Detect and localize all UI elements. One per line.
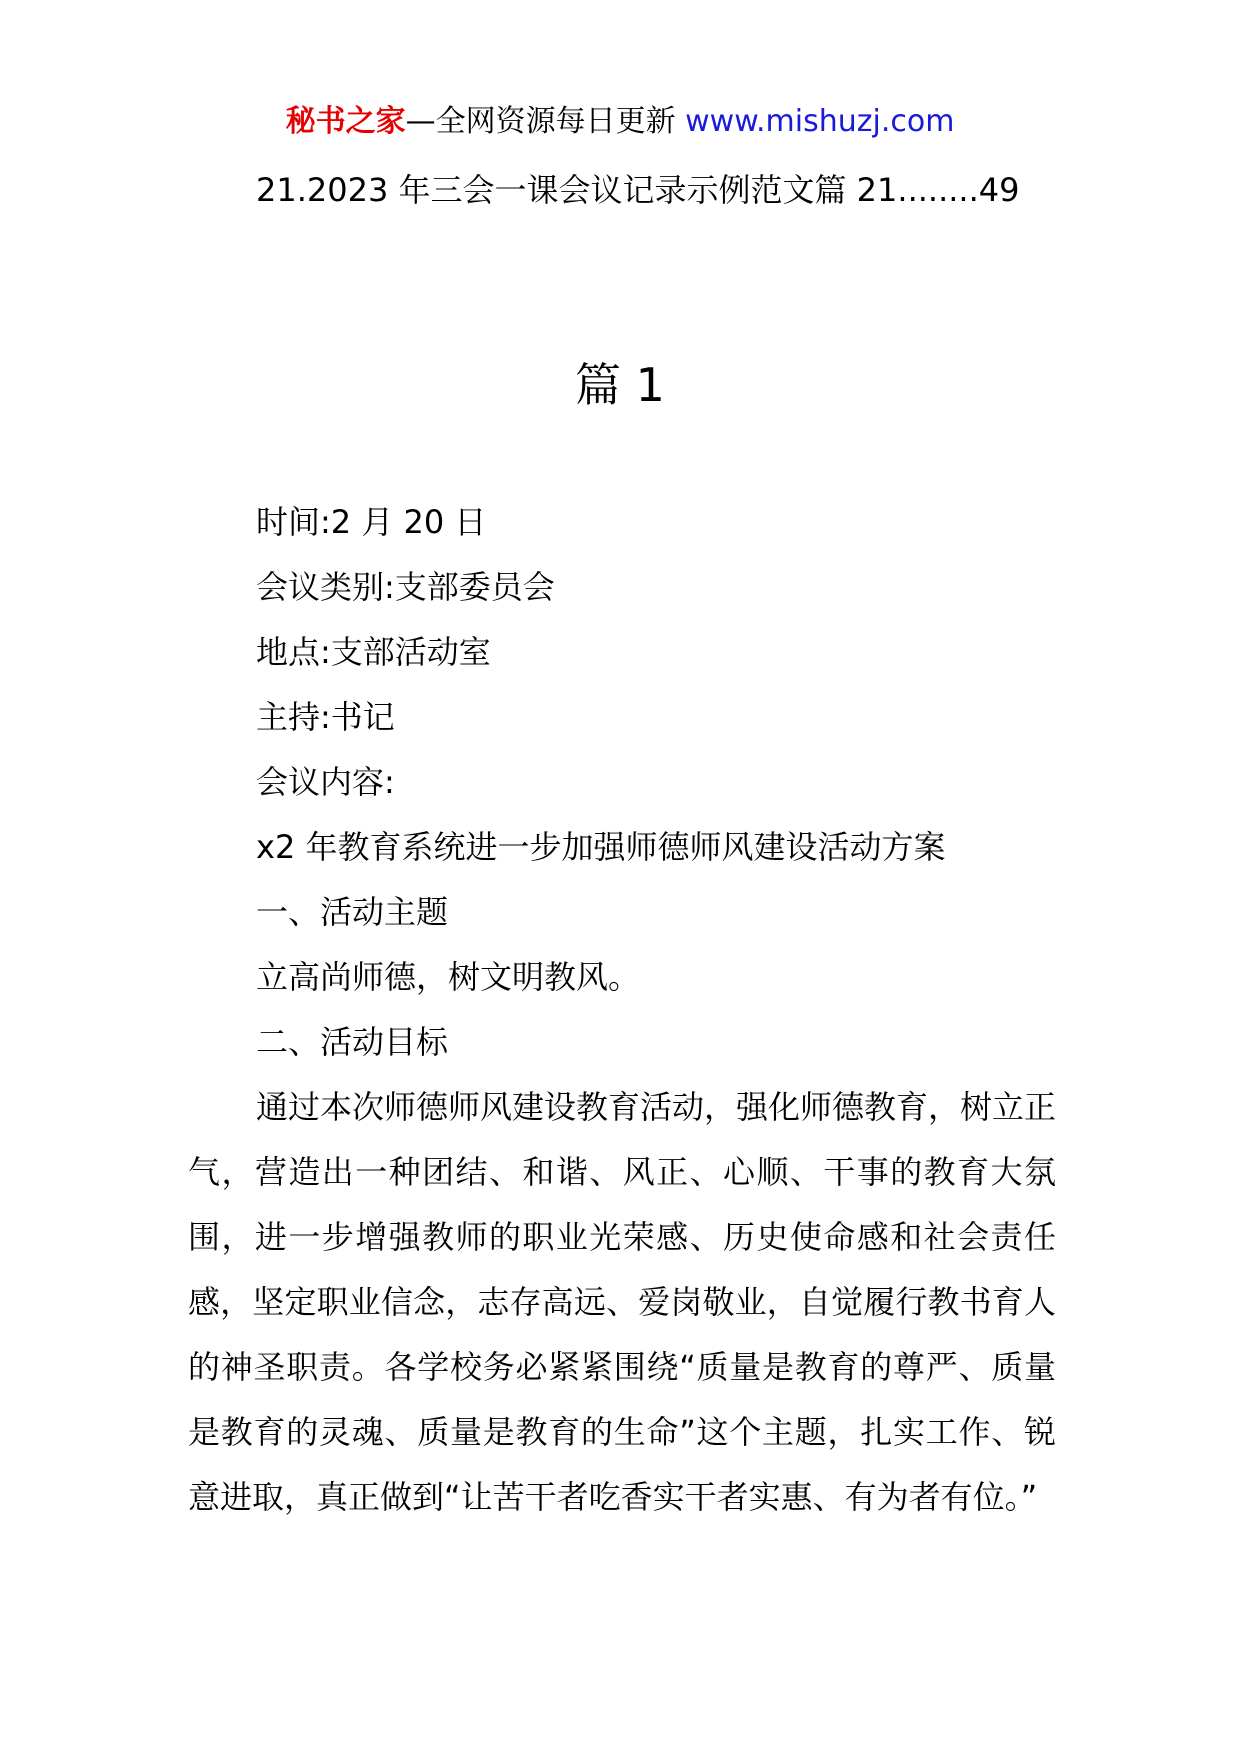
toc-entry[interactable]: 21.2023 年三会一课会议记录示例范文篇 21........49 <box>256 171 1020 209</box>
goal-paragraph: 通过本次师德师风建设教育活动，强化师德教育，树立正气，营造出一种团结、和谐、风正、心顺、干事的教育大氛围，进一步增强教师的职业光荣感、历史使命感和社会责任感，坚定职业信念，志存高远、爱岗敬业，自觉履行教书育人的神圣职责。各学校务必紧紧围绕“质量是教育的尊严、质量是教育的灵魂、质量是教育的生命”这个主题，扎实工作、锐意进取，真正做到“让苦干者吃香实干者实惠、有为者有位。” <box>188 1088 1057 1516</box>
heading-activity-goal: 二、活动目标 <box>256 1023 449 1061</box>
section-title: 篇 1 <box>575 358 665 412</box>
body-text <box>188 1075 1056 1530</box>
heading-activity-theme: 一、活动主题 <box>256 893 449 931</box>
meeting-host: 主持:书记 <box>256 698 395 736</box>
meeting-time: 时间:2 月 20 日 <box>256 503 487 541</box>
plan-title: x2 年教育系统进一步加强师德师风建设活动方案 <box>256 828 946 866</box>
site-header <box>0 100 1240 144</box>
meeting-category: 会议类别:支部委员会 <box>256 568 555 606</box>
meeting-info <box>256 490 1056 1075</box>
brand-name: 秘书之家 <box>285 104 406 139</box>
site-url-link[interactable]: www.mishuzj.com <box>685 104 955 139</box>
brand-tagline: —全网资源每日更新 <box>405 104 676 139</box>
meeting-location: 地点:支部活动室 <box>256 633 491 671</box>
meeting-content-label: 会议内容: <box>256 763 395 801</box>
activity-theme-text: 立高尚师德，树文明教风。 <box>256 958 641 996</box>
